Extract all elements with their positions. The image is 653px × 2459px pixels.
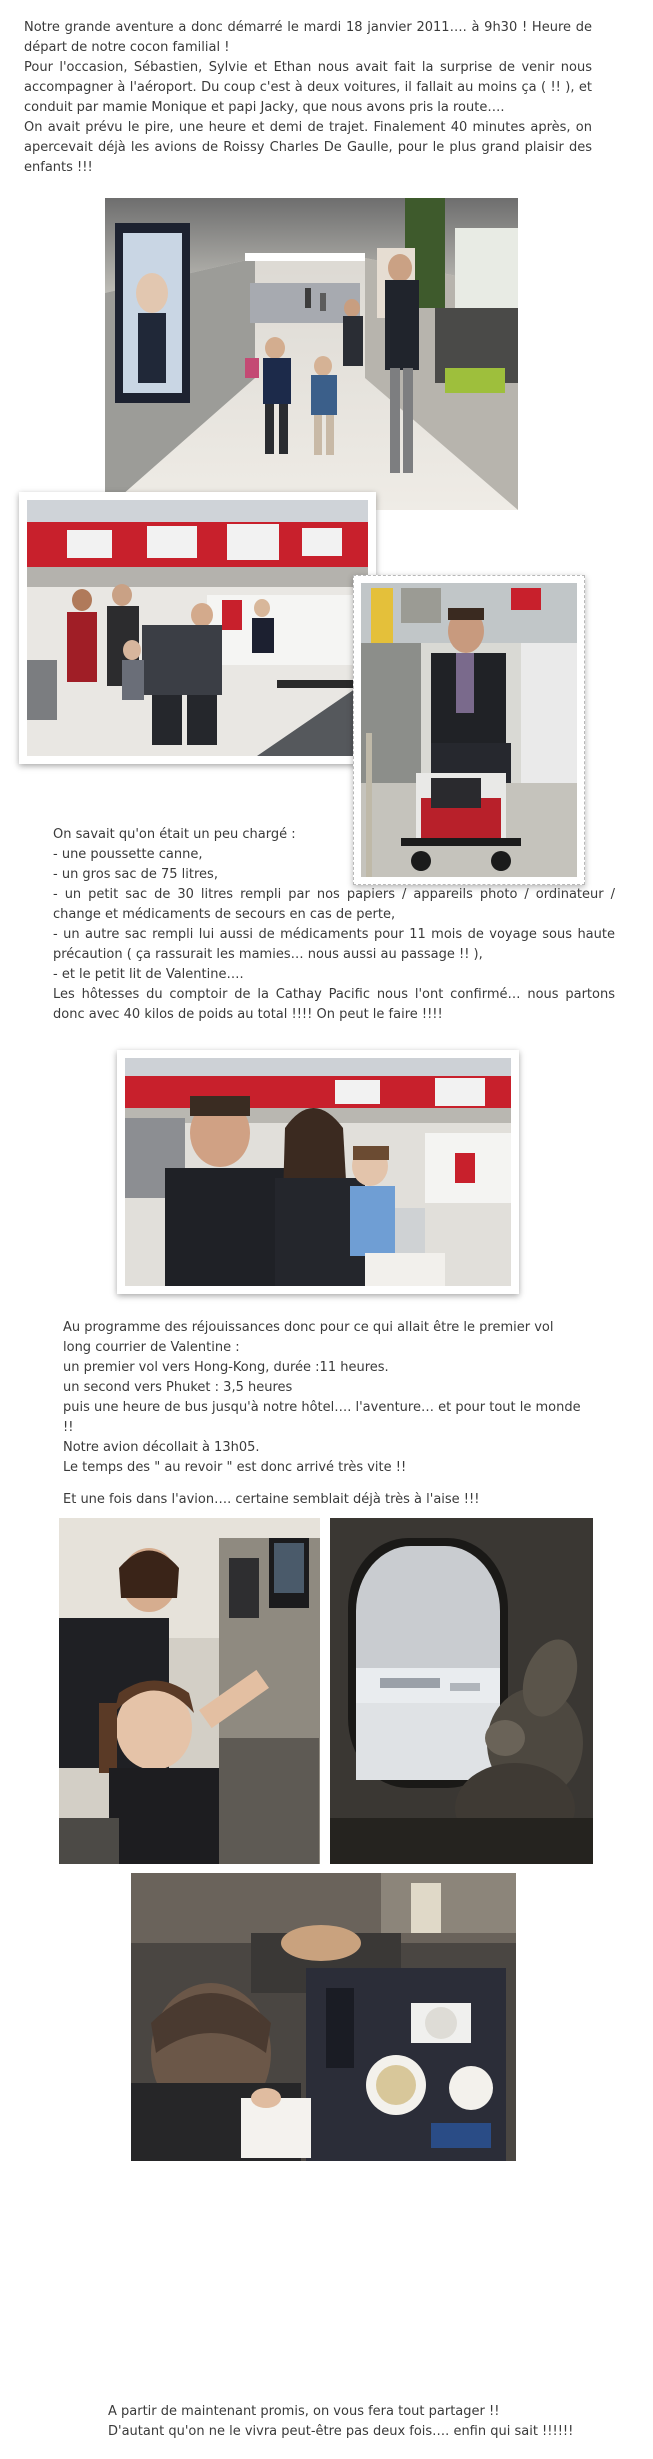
check-in-counter-image [27, 500, 368, 756]
program-line: un second vers Phuket : 3,5 heures [63, 1380, 293, 1395]
program-line: un premier vol vers Hong-Kong, durée :11 heures. [63, 1360, 389, 1375]
luggage-paragraph [53, 825, 615, 1025]
program-line: puis une heure de bus jusqu'à notre hôtel…. l'aventure… et pour tout le monde !! [63, 1400, 581, 1435]
luggage-line: Les hôtesses du comptoir de la Cathay Pacific nous l'ont confirmé… nous partons donc avec 40 kilos de poids au total !!!! On peut le faire !!!! [53, 987, 615, 1022]
family-portrait-image [125, 1058, 511, 1286]
photo-family-portrait [117, 1050, 519, 1294]
closing-paragraph [108, 2402, 608, 2442]
airport-terminal-image [105, 198, 518, 510]
photo-check-in-counter [19, 492, 376, 764]
luggage-line: - une poussette canne, [53, 847, 203, 862]
intro-paragraph [24, 18, 592, 178]
luggage-line: On savait qu'on était un peu chargé : [53, 827, 296, 842]
program-line: Au programme des réjouissances donc pour ce qui allait être le premier vol long courrier de Valentine : [63, 1320, 554, 1355]
child-meal-image [131, 1873, 516, 2161]
photo-mother-child-plane [59, 1518, 320, 1864]
luggage-line: - un gros sac de 75 litres, [53, 867, 218, 882]
photo-airport-terminal [105, 198, 518, 510]
photo-plane-window [330, 1518, 593, 1864]
program-line: Notre avion décollait à 13h05. [63, 1440, 260, 1455]
closing-line: D'autant qu'on ne le vivra peut-être pas deux fois…. enfin qui sait !!!!!! [108, 2424, 574, 2439]
luggage-line: - un autre sac rempli lui aussi de médicaments pour 11 mois de voyage sous haute précaution ( ça rassurait les mamies… nous aussi au passage !! ), [53, 927, 615, 962]
luggage-line: - un petit sac de 30 litres rempli par nos papiers / appareils photo / ordinateur / change et médicaments de secours en cas de perte, [53, 887, 615, 922]
photo-child-meal [131, 1873, 516, 2161]
intro-line: On avait prévu le pire, une heure et demi de trajet. Finalement 40 minutes après, on apercevait déjà les avions de Roissy Charles De Gaulle, pour le plus grand plaisir des enfants !!! [24, 120, 592, 175]
program-after-line: Et une fois dans l'avion…. certaine semblait déjà très à l'aise !!! [63, 1492, 480, 1507]
luggage-line: - et le petit lit de Valentine…. [53, 967, 244, 982]
mother-child-plane-image [59, 1518, 320, 1864]
closing-line: A partir de maintenant promis, on vous fera tout partager !! [108, 2404, 500, 2419]
program-line: Le temps des " au revoir " est donc arrivé très vite !! [63, 1460, 407, 1475]
intro-line: Pour l'occasion, Sébastien, Sylvie et Ethan nous avait fait la surprise de venir nous accompagner à l'aéroport. Du coup c'est à deux voitures, il fallait au moins ça ( !! ), et conduit par mamie Monique et papi Jacky, que nous avons pris la route…. [24, 60, 592, 115]
plane-window-image [330, 1518, 593, 1864]
program-paragraph [63, 1318, 583, 1510]
intro-line: Notre grande aventure a donc démarré le mardi 18 janvier 2011…. à 9h30 ! Heure de départ de notre cocon familial ! [24, 20, 592, 55]
